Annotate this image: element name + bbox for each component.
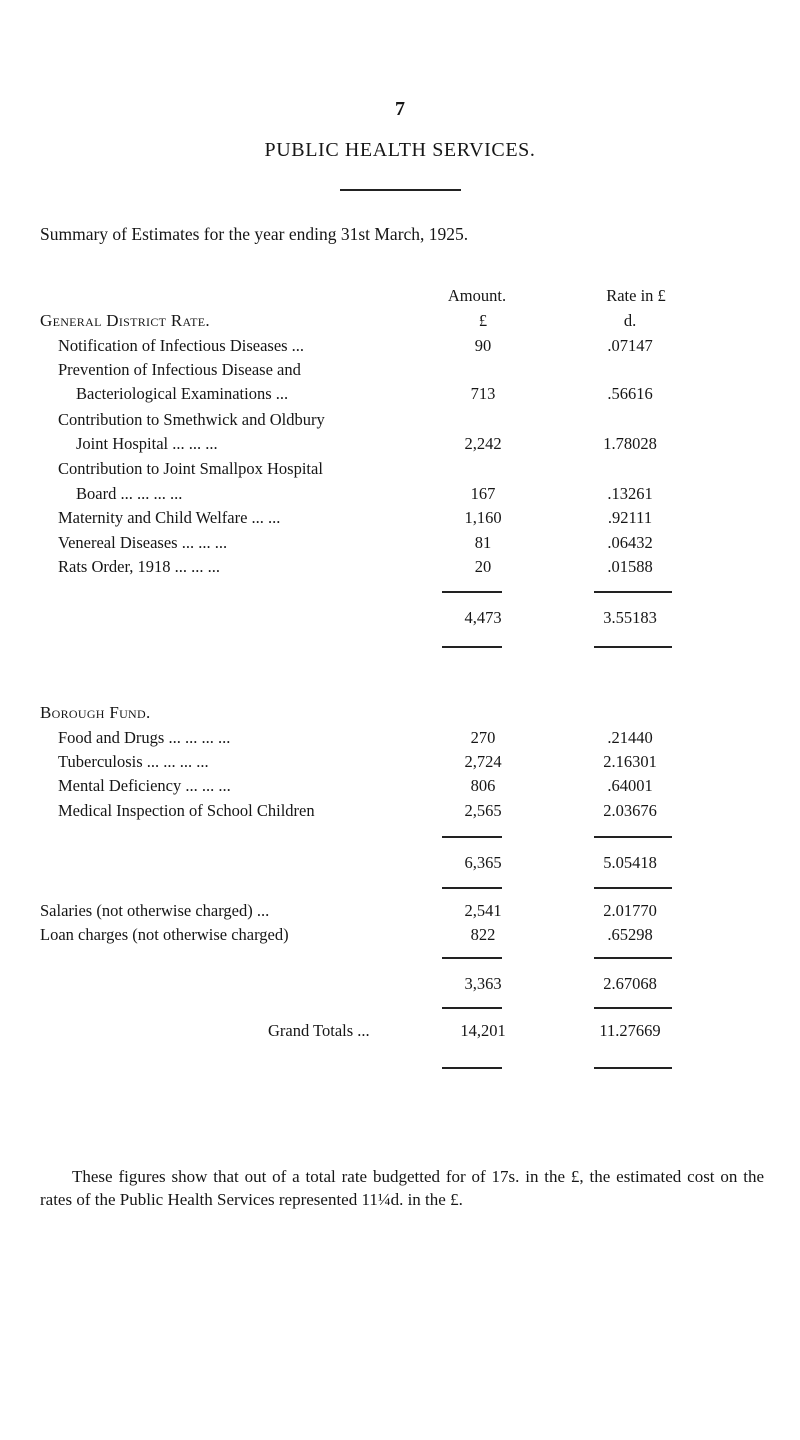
rate-column-header: Rate in £	[606, 286, 666, 305]
subtotal-rule	[594, 836, 672, 838]
row-rate: .07147	[607, 336, 653, 355]
subtotal-amount: 3,363	[464, 974, 502, 993]
grand-total-label: Grand Totals ...	[268, 1021, 370, 1040]
subtotal-rate: 3.55183	[603, 608, 657, 627]
row-rate: 2.01770	[603, 901, 657, 920]
row-label: Venereal Diseases ... ... ...	[58, 533, 228, 552]
row-amount: 2,242	[464, 434, 502, 453]
row-label: Joint Hospital ... ... ...	[76, 434, 218, 453]
subtotal-rule	[594, 887, 672, 889]
amount-unit: £	[478, 311, 488, 330]
row-label: Rats Order, 1918 ... ... ...	[58, 557, 221, 576]
subtotal-rule	[442, 887, 502, 889]
row-amount: 1,160	[464, 508, 502, 527]
subtitle: Summary of Estimates for the year ending 31st March, 1925.	[40, 224, 469, 244]
row-label: Board ... ... ... ...	[76, 484, 183, 503]
row-rate: 2.03676	[603, 801, 657, 820]
title-rule	[340, 189, 461, 191]
row-rate: .64001	[607, 776, 653, 795]
row-label: Mental Deficiency ... ... ...	[58, 776, 231, 795]
page-number: 7	[395, 98, 405, 120]
row-amount: 822	[470, 925, 496, 944]
subtotal-rule	[594, 646, 672, 648]
grand-total-amount: 14,201	[460, 1021, 506, 1040]
row-rate: .56616	[607, 384, 653, 403]
row-rate: 1.78028	[603, 434, 657, 453]
subtotal-amount: 6,365	[464, 853, 502, 872]
row-label: Medical Inspection of School Children	[58, 801, 315, 820]
grand-total-rate: 11.27669	[599, 1021, 661, 1040]
subtotal-rule	[442, 646, 502, 648]
summary-note: These figures show that out of a total rate budgetted for of 17s. in the £, the estimated cost on the rates of the Public Health Services represented 11¼d. in the £.	[40, 1167, 764, 1209]
row-amount: 806	[470, 776, 496, 795]
grand-total-rule	[442, 1067, 502, 1069]
row-amount: 2,565	[464, 801, 502, 820]
general-district-heading: General District Rate.	[40, 311, 210, 330]
row-amount: 90	[474, 336, 492, 355]
row-label: Bacteriological Examinations ...	[76, 384, 289, 403]
row-label: Loan charges (not otherwise charged)	[40, 925, 289, 944]
row-label: Tuberculosis ... ... ... ...	[58, 752, 209, 771]
row-amount: 713	[470, 384, 496, 403]
amount-column-header: Amount.	[447, 286, 507, 305]
subtotal-rule	[442, 957, 502, 959]
subtotal-rule	[442, 836, 502, 838]
row-label-line1: Contribution to Smethwick and Oldbury	[58, 410, 325, 429]
row-amount: 20	[474, 557, 492, 576]
subtotal-rule	[594, 591, 672, 593]
row-amount: 167	[470, 484, 496, 503]
row-label: Maternity and Child Welfare ... ...	[58, 508, 281, 527]
subtotal-amount: 4,473	[464, 608, 502, 627]
row-rate: .92111	[607, 508, 653, 527]
subtotal-rule	[594, 1007, 672, 1009]
row-rate: 2.16301	[603, 752, 657, 771]
subtotal-rule	[442, 1007, 502, 1009]
row-rate: .13261	[607, 484, 653, 503]
borough-fund-heading: Borough Fund.	[40, 703, 151, 722]
row-rate: .65298	[607, 925, 653, 944]
row-rate: .01588	[607, 557, 653, 576]
row-rate: .21440	[607, 728, 653, 747]
row-label: Salaries (not otherwise charged) ...	[40, 901, 270, 920]
grand-total-rule	[594, 1067, 672, 1069]
row-amount: 270	[470, 728, 496, 747]
row-label: Notification of Infectious Diseases ...	[58, 336, 305, 355]
row-amount: 81	[474, 533, 492, 552]
rate-unit: d.	[623, 311, 637, 330]
subtotal-rate: 2.67068	[603, 974, 657, 993]
row-label-line1: Contribution to Joint Smallpox Hospital	[58, 459, 323, 478]
row-amount: 2,541	[464, 901, 502, 920]
row-amount: 2,724	[464, 752, 502, 771]
page-title: PUBLIC HEALTH SERVICES.	[264, 139, 536, 161]
subtotal-rule	[442, 591, 502, 593]
subtotal-rate: 5.05418	[603, 853, 657, 872]
row-label-line1: Prevention of Infectious Disease and	[58, 360, 301, 379]
subtotal-rule	[594, 957, 672, 959]
row-rate: .06432	[607, 533, 653, 552]
row-label: Food and Drugs ... ... ... ...	[58, 728, 231, 747]
